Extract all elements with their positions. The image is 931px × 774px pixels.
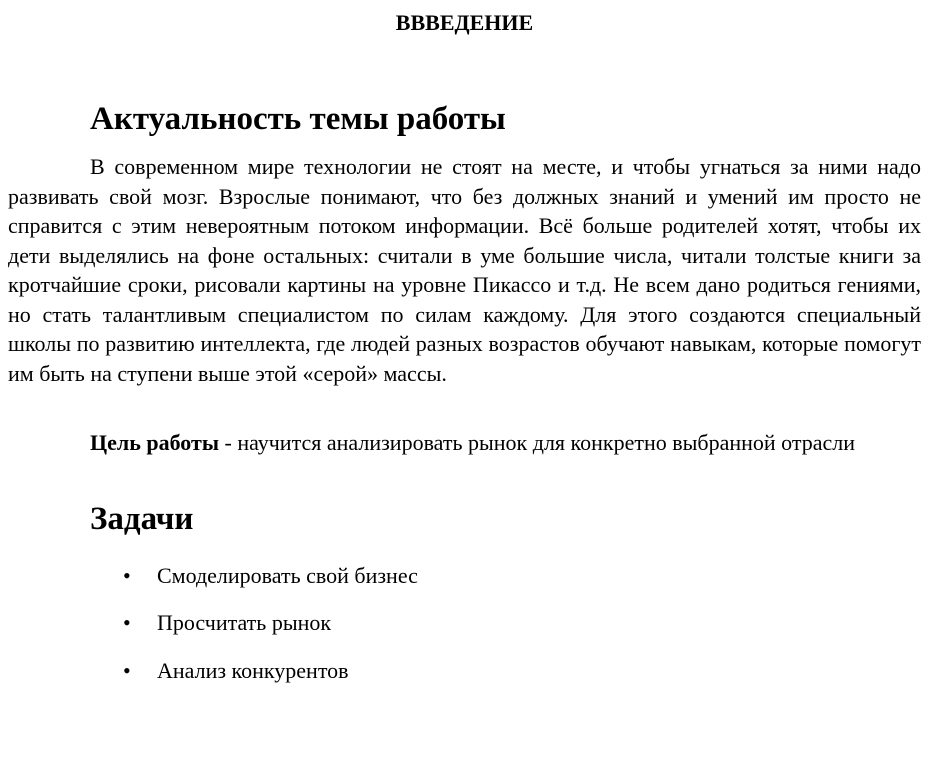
task-item-label: Смоделировать свой бизнес — [157, 562, 418, 588]
list-item — [8, 561, 921, 591]
tasks-list — [8, 561, 921, 686]
goal-text: - научится анализировать рынок для конкретно выбранной отрасли — [219, 430, 856, 455]
list-item — [8, 656, 921, 686]
task-item-label: Просчитать рынок — [157, 610, 332, 635]
bullet-icon: • — [123, 562, 131, 588]
relevance-paragraph: В современном мире технологии не стоят на месте, и чтобы угнаться за ними надо развивать свой мозг. Взрослые понимают, что без должных знаний и умений им просто не справится с этим невероятным потоком информации. Всё больше родителей хотят, чтобы их дети выделялись на фоне остальных: считали в уме большие числа, читали толстые книги за кротчайшие сроки, рисовали картины на уровне Пикассо и т.д. Не всем дано родиться гениями, но стать талантливым специалистом по силам каждому. Для этого создаются специальный школы по развитию интеллекта, где людей разных возрастов обучают навыкам, которые помогут им быть на ступени выше этой «серой» массы. — [8, 154, 921, 386]
relevance-heading: Актуальность темы работы — [90, 101, 506, 137]
tasks-heading: Задачи — [90, 500, 194, 537]
bullet-icon: • — [123, 610, 131, 635]
bullet-icon: • — [123, 657, 131, 683]
task-item-label: Анализ конкурентов — [157, 657, 349, 683]
list-item — [8, 608, 921, 638]
document-title: ВВВЕДЕНИЕ — [395, 10, 534, 35]
goal-paragraph — [8, 428, 921, 458]
goal-label: Цель работы — [90, 430, 219, 455]
